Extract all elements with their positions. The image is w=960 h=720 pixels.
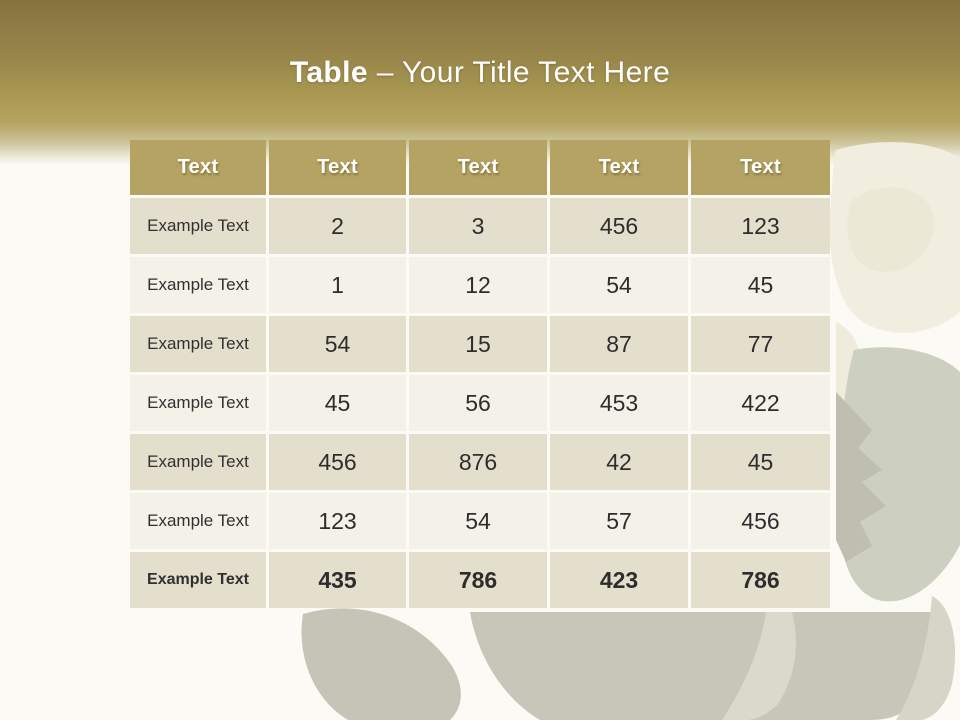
table-cell: 54 <box>409 493 547 549</box>
table-row <box>130 198 830 254</box>
table-header-cell: Text <box>130 140 266 195</box>
table-cell: 56 <box>409 375 547 431</box>
table-cell: 45 <box>269 375 406 431</box>
table-row <box>130 257 830 313</box>
rose-petals-shape <box>830 142 960 333</box>
table-cell: 45 <box>691 257 830 313</box>
table-cell: Example Text <box>130 552 266 608</box>
table-header-cell: Text <box>269 140 406 195</box>
slide-title-text: Your Title Text Here <box>402 56 671 89</box>
slide-title-keyword: Table <box>289 56 368 89</box>
table-row <box>130 434 830 490</box>
table-row <box>130 316 830 372</box>
table-cell: 456 <box>269 434 406 490</box>
table-cell: 54 <box>550 257 688 313</box>
table-cell: 435 <box>269 552 406 608</box>
table-cell: 3 <box>409 198 547 254</box>
table-cell: 57 <box>550 493 688 549</box>
table-cell: 423 <box>550 552 688 608</box>
table-cell: 456 <box>550 198 688 254</box>
table-cell: Example Text <box>130 316 266 372</box>
bottom-center-leaves-shape <box>470 612 936 720</box>
table-cell: 2 <box>269 198 406 254</box>
stem-highlight-shape <box>722 612 796 720</box>
table-cell: Example Text <box>130 493 266 549</box>
table-header-cell: Text <box>691 140 830 195</box>
table-cell: 42 <box>550 434 688 490</box>
table-cell: Example Text <box>130 375 266 431</box>
bottom-right-leaf-shape <box>896 596 955 720</box>
table-cell: 123 <box>269 493 406 549</box>
right-leaf-shape <box>840 347 960 601</box>
table-cell: 15 <box>409 316 547 372</box>
slide-title-separator: – <box>376 56 394 89</box>
table-header-cell: Text <box>550 140 688 195</box>
bottom-left-leaf-shape <box>302 608 461 720</box>
table-cell: Example Text <box>130 434 266 490</box>
table-header-cell: Text <box>409 140 547 195</box>
table-cell: 786 <box>409 552 547 608</box>
table-cell: 77 <box>691 316 830 372</box>
table-total-row <box>130 552 830 608</box>
table-cell: 456 <box>691 493 830 549</box>
data-table <box>130 140 830 611</box>
table-cell: 453 <box>550 375 688 431</box>
table-row <box>130 493 830 549</box>
rose-petal-lower-shape <box>836 322 863 430</box>
table-cell: Example Text <box>130 198 266 254</box>
rose-petal-inner-shape <box>847 187 933 272</box>
slide-title <box>0 56 960 90</box>
table-cell: 123 <box>691 198 830 254</box>
table-cell: 876 <box>409 434 547 490</box>
table-cell: Example Text <box>130 257 266 313</box>
table-header-row <box>130 140 830 195</box>
table-cell: 786 <box>691 552 830 608</box>
table-cell: 422 <box>691 375 830 431</box>
table-row <box>130 375 830 431</box>
table-cell: 87 <box>550 316 688 372</box>
table-cell: 54 <box>269 316 406 372</box>
sepal-spikes-shape <box>836 392 886 562</box>
table-cell: 45 <box>691 434 830 490</box>
table-cell: 12 <box>409 257 547 313</box>
table-cell: 1 <box>269 257 406 313</box>
